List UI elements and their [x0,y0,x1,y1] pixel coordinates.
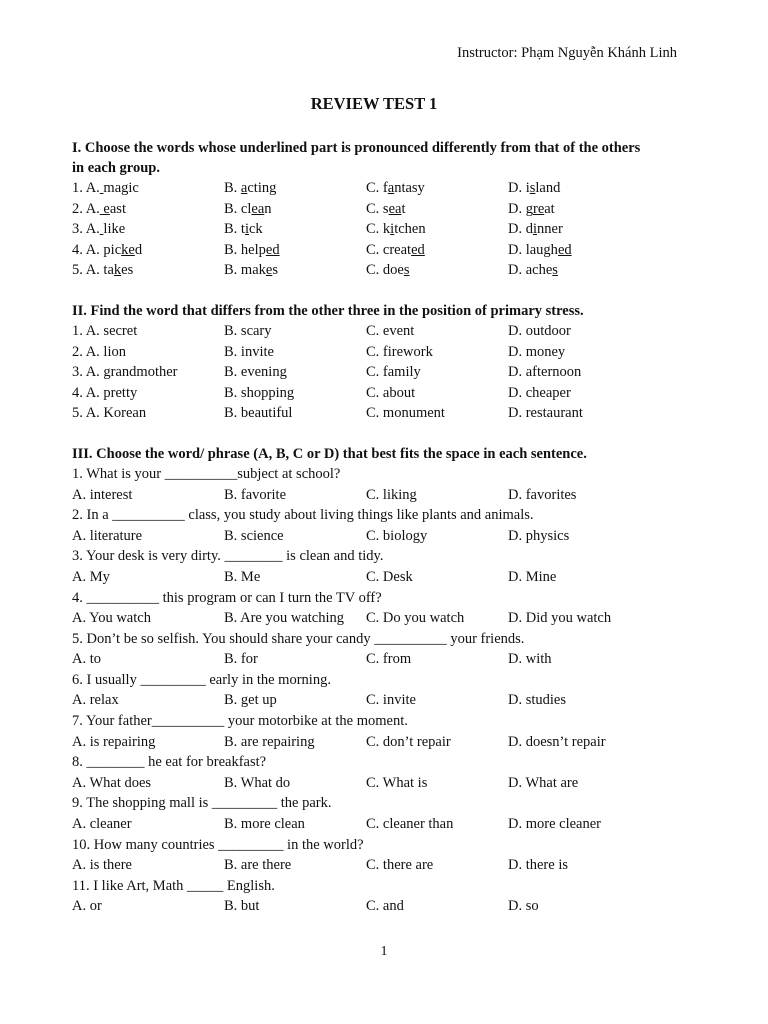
option-row [72,362,692,383]
option-b: B. favorite [224,486,287,503]
underlined-part: e [265,262,273,279]
option-a: A. cleaner [72,816,132,833]
option-c: C. cleaner than [366,816,454,833]
option-c: C. from [366,651,412,668]
option-row [72,342,692,363]
option-c: C. liking [366,486,417,503]
option-c: C. What is [366,774,428,791]
underlined-part: i [390,221,395,238]
option-d: D. Did you watch [508,610,612,627]
option-c: C. don’t repair [366,733,451,750]
option-row [72,526,692,547]
option-b: B. acting [224,180,277,196]
question-text: 5. Don’t be so selfish. You should share your candy __________ your friends. [72,630,525,647]
option-b: B. more clean [224,816,305,833]
option-b: B. for [224,651,258,668]
underlined-part: k [113,262,122,279]
option-a: 1. A. secret [72,322,138,339]
option-c: C. biology [366,527,428,544]
option-b: B. makes [224,262,278,279]
option-b: B. science [224,527,284,544]
option-row [72,732,692,753]
underlined-part: ed [557,241,572,258]
option-d: D. laughed [508,241,572,258]
underlined-part: a [387,180,395,196]
option-row [72,383,692,404]
option-b: B. helped [224,241,280,258]
option-b: B. clean [224,200,272,217]
option-c: C. family [366,364,421,381]
option-d: D. favorites [508,486,577,503]
option-c: C. event [366,322,415,339]
section-3-heading: III. Choose the word/ phrase (A, B, C or D) that best fits the space in each sentence. [72,445,587,462]
section-1-rows [72,178,692,281]
option-a: A. My [72,568,110,585]
option-a: 2. A. east [72,200,126,217]
section-1-heading-cont: in each group. [72,160,160,176]
option-row [72,690,692,711]
option-c: C. and [366,898,404,915]
option-b: B. scary [224,322,272,339]
section-pronunciation [72,138,692,281]
option-a: A. What does [72,774,152,791]
option-a: 5. A. takes [72,262,134,279]
question-text: 11. I like Art, Math _____ English. [72,877,275,894]
option-a: A. literature [72,527,143,544]
option-row [72,321,692,342]
underlined-part: s [552,262,558,279]
option-d: D. with [508,651,552,668]
option-a: A. or [72,898,102,915]
option-a: A. relax [72,692,119,709]
instructor-name: Instructor: Phạm Nguyễn Khánh Linh [457,45,677,61]
section-1-heading: I. Choose the words whose underlined part is pronounced differently from that of the others [72,140,641,156]
option-row [72,896,692,917]
option-c: C. does [366,262,410,279]
section-2-heading: II. Find the word that differs from the other three in the position of primary stress. [72,302,584,319]
option-d: D. restaurant [508,405,583,422]
option-c: C. seat [366,200,406,217]
option-a: 3. A. grandmother [72,364,178,381]
option-a: A. You watch [72,610,151,627]
option-a: 4. A. picked [72,241,143,258]
option-a: 3. A. like [72,221,126,238]
option-b: B. shopping [224,384,295,401]
underlined-part: re [532,200,545,217]
question-text: 2. In a __________ class, you study about living things like plants and animals. [72,507,534,524]
underlined-part: ea [251,200,265,217]
option-c: C. there are [366,857,434,874]
underlined-part: i [244,221,249,238]
option-b: B. get up [224,692,277,709]
option-d: D. afternoon [508,364,582,381]
option-c: C. about [366,384,416,401]
option-c: C. invite [366,692,416,709]
option-a: A. interest [72,486,133,503]
option-d: D. Mine [508,568,557,585]
option-row [72,608,692,629]
option-d: D. What are [508,774,579,791]
option-d: D. outdoor [508,322,571,339]
option-row [72,199,692,220]
option-a: A. is there [72,857,132,874]
option-a: A. is repairing [72,733,156,750]
section-multiple-choice [72,444,692,917]
option-row [72,240,692,261]
option-row [72,814,692,835]
option-d: D. dinner [508,221,563,238]
option-d: D. doesn’t repair [508,733,606,750]
option-c: C. fantasy [366,180,425,196]
option-a: A. to [72,651,101,668]
test-content [72,138,692,917]
section-3-questions [72,464,692,917]
question-text: 1. What is your __________subject at school? [72,465,341,482]
question-text: 8. ________ he eat for breakfast? [72,754,267,771]
option-c: C. Do you watch [366,610,465,627]
option-d: D. so [508,898,539,915]
option-d: D. studies [508,692,566,709]
option-a: 2. A. lion [72,343,126,360]
option-d: D. aches [508,262,558,279]
underlined-part: ed [411,241,425,258]
option-d: D. there is [508,857,568,874]
underlined-part: e [99,200,110,217]
question-text: 7. Your father__________ your motorbike at the moment. [72,713,408,730]
option-row [72,855,692,876]
option-row [72,773,692,794]
section-2-rows [72,321,692,424]
underlined-part: i [532,221,538,238]
option-c: C. kitchen [366,221,426,238]
option-d: D. more cleaner [508,816,601,833]
option-row [72,219,692,240]
option-b: B. evening [224,364,287,381]
page-number: 1 [380,944,388,959]
underlined-part: ea [388,200,402,217]
question-text: 3. Your desk is very dirty. ________ is clean and tidy. [72,548,384,565]
option-b: B. Are you watching [224,610,345,627]
option-a: 1. A. magic [72,180,139,196]
option-row [72,567,692,588]
underlined-part: ke [121,241,135,258]
option-row [72,649,692,670]
option-b: B. invite [224,343,274,360]
page-title: REVIEW TEST 1 [310,94,438,113]
underlined-part: s [403,262,410,279]
underlined-part: ed [265,241,280,258]
option-c: C. monument [366,405,445,422]
option-row [72,178,692,199]
option-row [72,403,692,424]
option-b: B. are there [224,857,292,874]
option-c: C. created [366,241,425,258]
option-b: B. Me [224,568,261,585]
option-c: C. Desk [366,568,413,585]
section-stress [72,301,692,424]
underlined-part: a [240,180,248,196]
option-a: 5. A. Korean [72,405,147,422]
option-d: D. money [508,343,566,360]
question-text: 10. How many countries _________ in the world? [72,836,364,853]
option-b: B. are repairing [224,733,315,750]
question-text: 4. __________ this program or can I turn the TV off? [72,589,382,606]
option-d: D. physics [508,527,570,544]
question-text: 9. The shopping mall is _________ the park. [72,795,332,812]
option-d: D. great [508,200,555,217]
option-d: D. island [508,180,561,196]
option-row [72,485,692,506]
option-a: 4. A. pretty [72,384,138,401]
question-text: 6. I usually _________ early in the morning. [72,671,331,688]
option-b: B. but [224,898,260,915]
option-b: B. beautiful [224,405,293,422]
underlined-part: s [529,180,536,196]
option-b: B. What do [224,774,291,791]
option-b: B. tick [224,221,263,238]
option-row [72,260,692,281]
option-d: D. cheaper [508,384,571,401]
option-c: C. firework [366,343,433,360]
